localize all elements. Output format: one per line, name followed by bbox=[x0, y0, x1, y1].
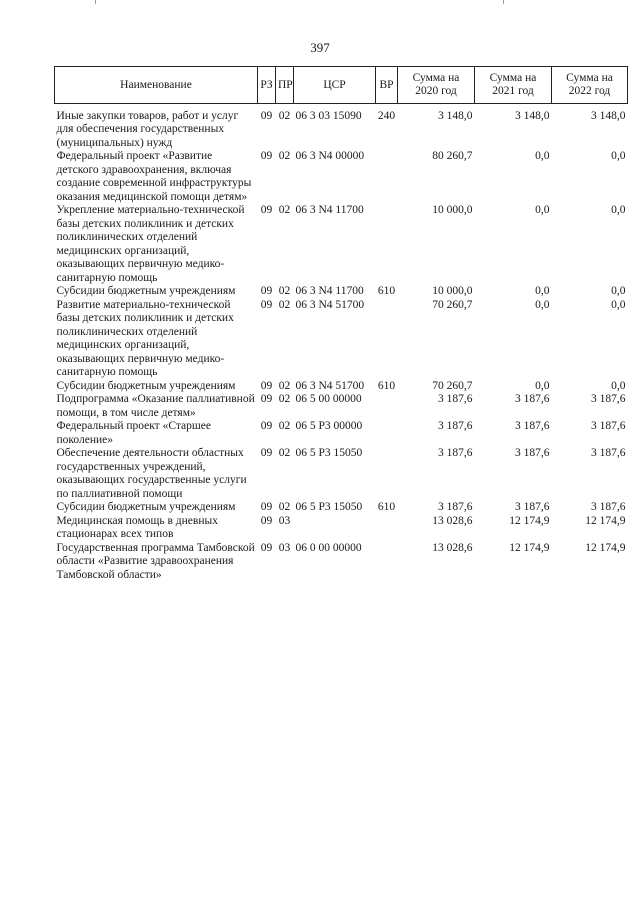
row-csr: 06 3 N4 51700 bbox=[295, 379, 365, 392]
row-pr: 02 bbox=[278, 109, 291, 122]
row-vr: 240 bbox=[377, 109, 396, 122]
row-sum-2022: 12 174,9 bbox=[585, 541, 626, 554]
row-sum-2021: 12 174,9 bbox=[509, 514, 550, 527]
row-name: Подпрограмма «Оказание паллиативной помощи, в том числе детям» bbox=[56, 393, 255, 419]
row-sum-2021: 0,0 bbox=[535, 150, 550, 162]
row-sum-2022: 12 174,9 bbox=[585, 514, 626, 527]
row-pr: 02 bbox=[278, 447, 291, 459]
table-row bbox=[55, 150, 628, 204]
row-vr bbox=[376, 542, 398, 583]
table-body bbox=[55, 104, 628, 583]
header-rz: РЗ bbox=[258, 67, 276, 104]
row-sum-2020: 3 187,6 bbox=[438, 501, 473, 513]
row-csr: 06 3 N4 11700 bbox=[295, 204, 364, 216]
row-vr bbox=[376, 515, 398, 542]
row-vr: 610 bbox=[377, 379, 396, 392]
row-sum-2022: 3 187,6 bbox=[591, 393, 626, 405]
row-sum-2021: 3 187,6 bbox=[515, 420, 550, 432]
row-sum-2021: 0,0 bbox=[535, 379, 550, 392]
row-rz: 09 bbox=[260, 541, 273, 554]
row-name: Субсидии бюджетным учреждениям bbox=[56, 379, 236, 392]
row-name: Федеральный проект «Старшее поколение» bbox=[56, 420, 211, 446]
table-row bbox=[55, 447, 628, 501]
row-rz: 09 bbox=[260, 514, 273, 527]
row-name: Обеспечение деятельности областных государственных учреждений, оказывающих государственные услуги по паллиативной помощи bbox=[56, 447, 247, 500]
row-rz: 09 bbox=[260, 298, 273, 311]
row-sum-2022: 0,0 bbox=[611, 150, 626, 162]
scan-mark bbox=[95, 0, 96, 4]
row-name: Развитие материально-технической базы детских поликлиник и детских поликлинических отделений медицинских организаций, оказывающих первичную медико-санитарную помощь bbox=[56, 298, 234, 378]
row-pr: 02 bbox=[278, 393, 291, 405]
row-sum-2022: 3 187,6 bbox=[591, 447, 626, 459]
row-csr: 06 3 03 15090 bbox=[295, 109, 362, 122]
row-sum-2020: 80 260,7 bbox=[432, 150, 473, 162]
row-pr: 02 bbox=[278, 285, 291, 297]
row-sum-2020: 70 260,7 bbox=[432, 298, 473, 311]
row-pr: 02 bbox=[278, 150, 291, 162]
row-vr bbox=[376, 299, 398, 380]
header-csr: ЦСР bbox=[294, 67, 376, 104]
header-sum-2022: Сумма на 2022 год bbox=[552, 67, 628, 104]
row-rz: 09 bbox=[260, 501, 273, 513]
row-vr bbox=[376, 393, 398, 420]
row-sum-2022: 3 148,0 bbox=[591, 109, 626, 122]
header-sum-2021: Сумма на 2021 год bbox=[475, 67, 552, 104]
row-pr: 03 bbox=[278, 541, 291, 554]
row-rz: 09 bbox=[260, 204, 273, 216]
row-name: Субсидии бюджетным учреждениям bbox=[56, 285, 236, 297]
row-sum-2021: 0,0 bbox=[535, 204, 550, 216]
row-sum-2021: 3 187,6 bbox=[515, 393, 550, 405]
row-rz: 09 bbox=[260, 109, 273, 122]
row-pr: 02 bbox=[278, 501, 291, 513]
row-sum-2021: 12 174,9 bbox=[509, 541, 550, 554]
row-sum-2020: 3 187,6 bbox=[438, 393, 473, 405]
page-number: 397 bbox=[310, 40, 330, 55]
row-sum-2022: 0,0 bbox=[611, 204, 626, 216]
table-row bbox=[55, 501, 628, 515]
row-pr: 02 bbox=[278, 420, 291, 432]
row-sum-2020: 3 187,6 bbox=[438, 420, 473, 432]
row-csr: 06 5 P3 00000 bbox=[295, 420, 363, 432]
table-row bbox=[55, 380, 628, 394]
row-vr bbox=[376, 204, 398, 285]
row-rz: 09 bbox=[260, 379, 273, 392]
table-row bbox=[55, 285, 628, 299]
row-sum-2021: 3 187,6 bbox=[515, 501, 550, 513]
row-sum-2020: 13 028,6 bbox=[432, 541, 473, 554]
row-rz: 09 bbox=[260, 393, 273, 405]
row-rz: 09 bbox=[260, 150, 273, 162]
row-rz: 09 bbox=[260, 420, 273, 432]
row-sum-2022: 0,0 bbox=[611, 298, 626, 311]
header-vr: ВР bbox=[376, 67, 398, 104]
row-vr: 610 bbox=[377, 501, 396, 513]
row-name: Укрепление материально-технической базы детских поликлиник и детских поликлинических отделений медицинских организаций, оказывающих первичную медико-санитарную помощь bbox=[56, 204, 245, 284]
row-pr: 02 bbox=[278, 298, 291, 311]
row-sum-2022: 3 187,6 bbox=[591, 420, 626, 432]
table-row bbox=[55, 110, 628, 151]
row-name: Медицинская помощь в дневных стационарах всех типов bbox=[56, 514, 218, 540]
table-row bbox=[55, 542, 628, 583]
header-name: Наименование bbox=[55, 67, 258, 104]
row-pr: 02 bbox=[278, 204, 291, 216]
row-csr: 06 0 00 00000 bbox=[295, 541, 362, 554]
row-sum-2020: 10 000,0 bbox=[432, 285, 473, 297]
row-name: Субсидии бюджетным учреждениям bbox=[56, 501, 236, 513]
table-row bbox=[55, 299, 628, 380]
row-csr bbox=[294, 515, 376, 542]
row-vr: 610 bbox=[377, 285, 396, 297]
budget-table bbox=[54, 66, 628, 582]
row-sum-2021: 0,0 bbox=[535, 285, 550, 297]
row-csr: 06 3 N4 11700 bbox=[295, 285, 364, 297]
table-row bbox=[55, 204, 628, 285]
row-csr: 06 5 P3 15050 bbox=[295, 447, 363, 459]
row-sum-2021: 3 148,0 bbox=[515, 109, 550, 122]
row-sum-2022: 3 187,6 bbox=[591, 501, 626, 513]
table-header-row bbox=[55, 67, 628, 104]
row-vr bbox=[376, 420, 398, 447]
row-name: Государственная программа Тамбовской области «Развитие здравоохранения Тамбовской области» bbox=[56, 541, 255, 581]
scan-mark bbox=[503, 0, 504, 4]
table-row bbox=[55, 515, 628, 542]
row-pr: 02 bbox=[278, 379, 291, 392]
header-sum-2020: Сумма на 2020 год bbox=[398, 67, 475, 104]
row-rz: 09 bbox=[260, 285, 273, 297]
table-row bbox=[55, 420, 628, 447]
row-sum-2020: 3 187,6 bbox=[438, 447, 473, 459]
row-vr bbox=[376, 150, 398, 204]
table-row bbox=[55, 393, 628, 420]
row-rz: 09 bbox=[260, 447, 273, 459]
row-csr: 06 5 00 00000 bbox=[295, 393, 362, 405]
row-sum-2021: 3 187,6 bbox=[515, 447, 550, 459]
row-name: Федеральный проект «Развитие детского здравоохранения, включая создание современной инфраструктуры оказания медицинской помощи детям» bbox=[56, 150, 252, 203]
row-vr bbox=[376, 447, 398, 501]
row-sum-2020: 10 000,0 bbox=[432, 204, 473, 216]
row-csr: 06 3 N4 00000 bbox=[295, 150, 365, 162]
row-csr: 06 5 P3 15050 bbox=[295, 501, 363, 513]
row-sum-2021: 0,0 bbox=[535, 298, 550, 311]
row-csr: 06 3 N4 51700 bbox=[295, 298, 365, 311]
row-sum-2022: 0,0 bbox=[611, 379, 626, 392]
row-sum-2020: 13 028,6 bbox=[432, 514, 473, 527]
row-name: Иные закупки товаров, работ и услуг для обеспечения государственных (муниципальных) нужд bbox=[56, 109, 239, 149]
row-sum-2020: 3 148,0 bbox=[438, 109, 473, 122]
row-sum-2020: 70 260,7 bbox=[432, 379, 473, 392]
header-pr: ПР bbox=[276, 67, 294, 104]
row-sum-2022: 0,0 bbox=[611, 285, 626, 297]
row-pr: 03 bbox=[278, 514, 291, 527]
